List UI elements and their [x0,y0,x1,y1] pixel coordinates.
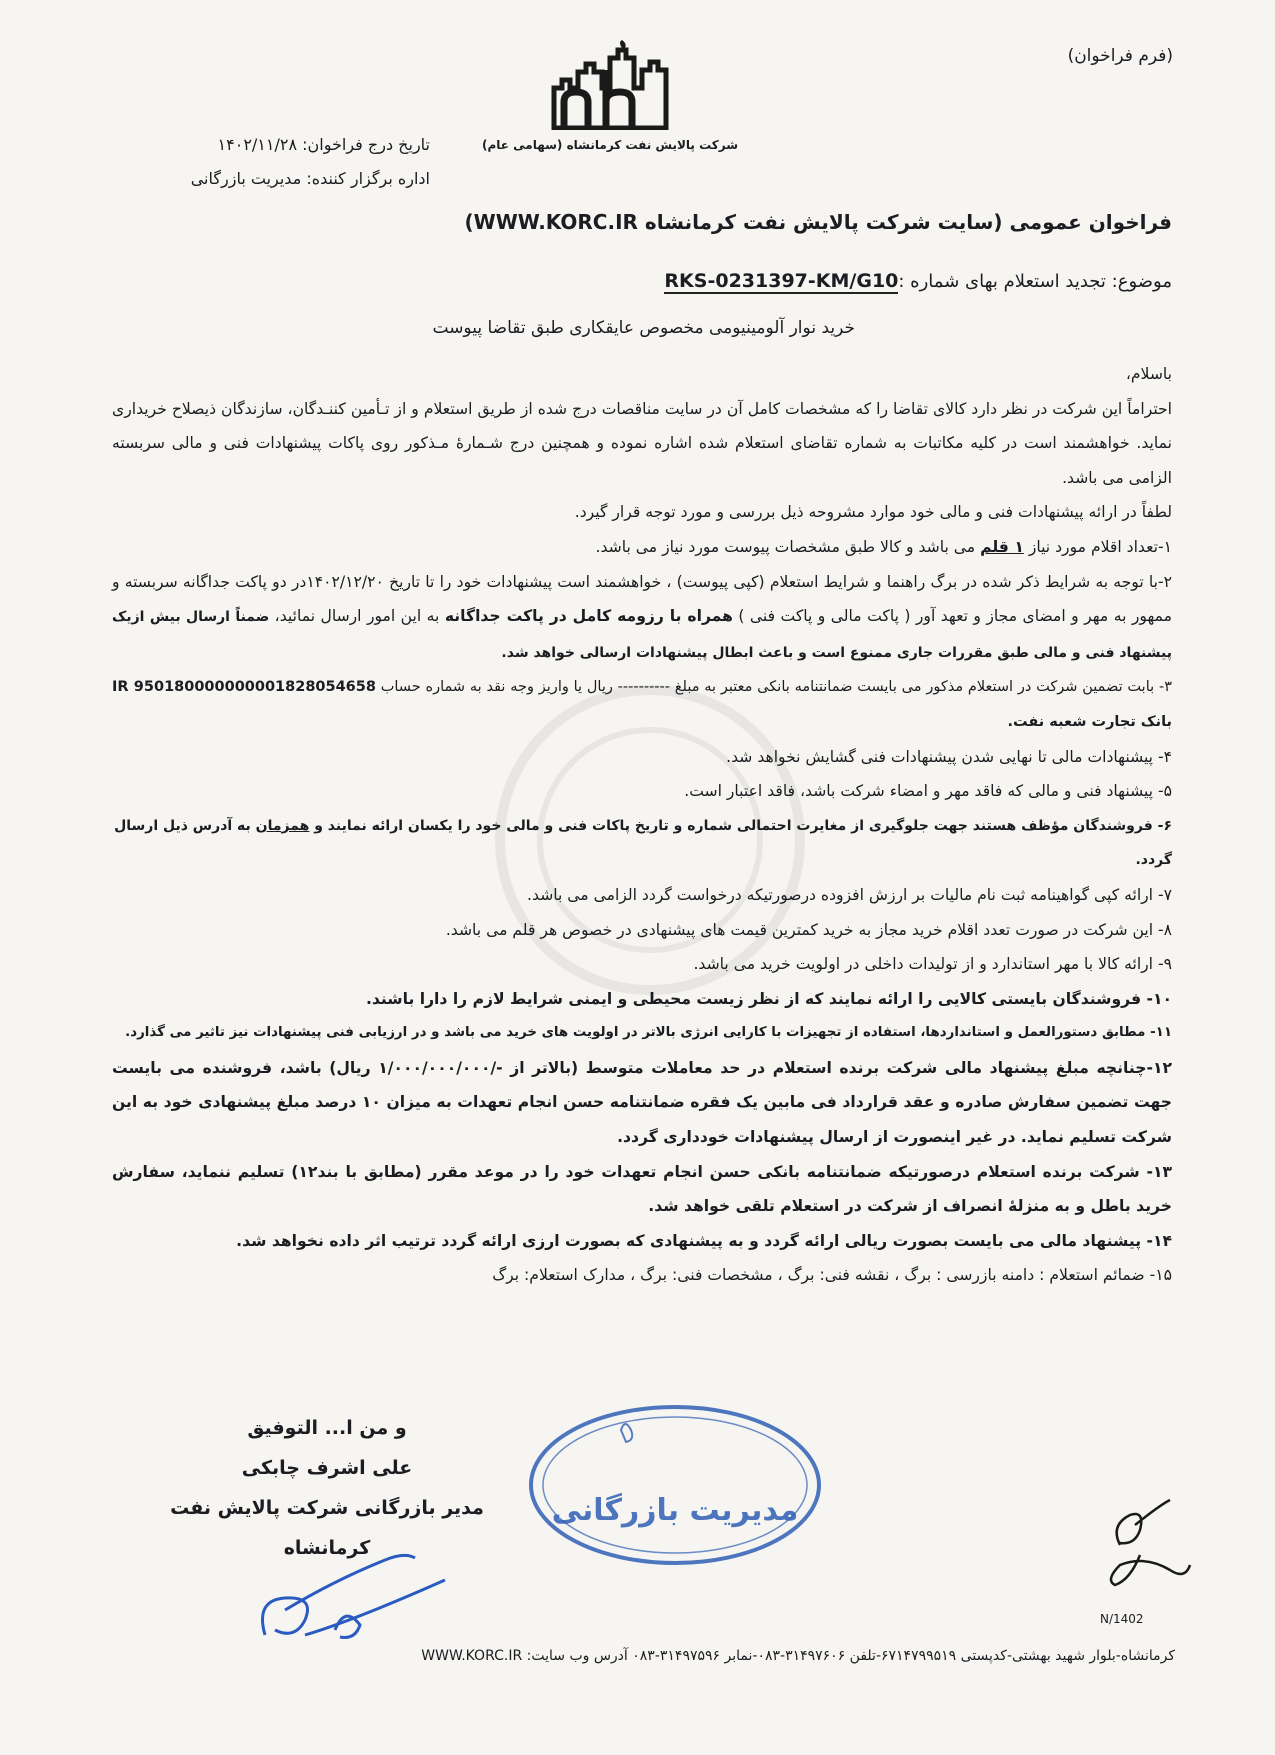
item-2-note: ضمناً ارسال بیش ازیک پیشنهاد فنی و مالی طبق مقررات جاری ممنوع است و باعث ابطال پیشنهادات ارسالی خواهد شد. [112,609,1172,661]
header-meta [100,128,430,196]
signature-icon [245,1540,465,1660]
company-caption: شرکت پالایش نفت کرمانشاه (سهامی عام) [481,138,739,152]
signatory-name: علی اشرف چابکی [241,1457,413,1479]
item-1-rest: می باشد و کالا طبق مشخصات پیوست مورد نیاز می باشد. [595,537,981,556]
subject-description: خرید نوار آلومینیومی مخصوص عایقکاری طبق تقاضا پیوست [432,318,855,338]
stamp-label: مدیریت بازرگانی [551,1493,799,1528]
item-6-simultaneous: همزمان [255,817,310,834]
inquiry-code: RKS-0231397-KM/G10 [664,270,899,292]
item-6-text: ۶- فروشندگان مؤظف هستند جهت جلوگیری از مغایرت احتمالی شماره و تاریخ پاکات فنی و مالی خود را یکسان ارائه نمایند و [309,817,1172,834]
item-2-text: ۲-با توجه به شرایط ذکر شده در برگ راهنما و شرایط استعلام (کپی پیوست) ، خواهشمند است پیشنهادات خود را تا تاریخ ۱۴۰۲/۱۲/۲۰در دو پاکت جداگانه سربسته و ممهور به مهر و امضای مجاز و تعهد آور ( پاکت مالی و پاکت فنی ) [112,572,1173,626]
item-7: ۷- ارائه کپی گواهینامه ثبت نام مالیات بر ارزش افزوده درصورتیکه درخواست گردد الزامی می باشد. [527,885,1172,904]
item-1-text: ۱-تعداد اقلام مورد نیاز [1023,537,1172,556]
item-11: ۱۱- مطابق دستورالعمل و استانداردها، استفاده از تجهیزات با کارایی انرژی بالاتر در اولویت های خرید می باشد و در ارزیابی فنی پیشنهادات نیز تاثیر می گذارد. [125,1025,1172,1041]
item-12: ۱۲-چنانچه مبلغ پیشنهاد مالی شرکت برنده استعلام در حد معاملات متوسط (بالاتر از -/۱/۰۰۰/۰۰۰/۰۰۰ ریال) باشد، فروشنده می بایست جهت تضمین سفارش صادره و عقد قرارداد فی مابین یک فقره ضمانتنامه حسن انجام تعهدات به میزان ۱۰ درصد مبلغ پیشنهادی خود به این شرکت تسلیم نماید. در غیر اینصورت از ارسال پیشنهادات خودداری گردد. [112,1058,1172,1147]
item-2-bold: همراه با رزومه کامل در پاکت جداگانه [444,607,733,626]
page-title: فراخوان عمومی (سایت شرکت پالایش نفت کرمانشاه WWW.KORC.IR) [464,210,1172,234]
organizer: اداره برگزار کننده: مدیریت بازرگانی [190,169,430,188]
item-3-text: ۳- بابت تضمین شرکت در استعلام مذکور می بایست ضمانتنامه بانکی معتبر به مبلغ ---------- ریال یا واریز وجه نقد به شماره حساب [375,679,1172,696]
official-stamp-icon [525,1400,825,1570]
signatory-position: مدیر بازرگانی شرکت پالایش نفت کرمانشاه [170,1497,484,1559]
item-1 [112,530,1172,565]
initials-signature-icon [1090,1485,1210,1595]
document-number: N/1402 [1100,1612,1144,1626]
item-4: ۴- پیشنهادات مالی تا نهایی شدن پیشنهادات فنی گشایش نخواهد شد. [726,747,1172,766]
item-6-rest: به آدرس ذیل ارسال گردد. [114,817,1172,869]
subject-line [664,270,1172,292]
item-13: ۱۳- شرکت برنده استعلام درصورتیکه ضمانتنامه بانکی حسن انجام تعهدات خود را در موعد مقرر (مطابق با بند۱۲) تسلیم ننماید، سفارش خرید باطل و به منزلهٔ انصراف از شرکت در استعلام تلقی خواهد شد. [112,1162,1172,1216]
company-logo-icon [548,40,672,130]
item-10: ۱۰- فروشندگان بایستی کالایی را ارائه نمایند که از نظر زیست محیطی و ایمنی شرایط لازم را دارا باشند. [365,989,1172,1008]
lead-paragraph: لطفاً در ارائه پیشنهادات فنی و مالی خود موارد مشروحه ذیل بررسی و مورد توجه قرار گیرد. [574,503,1172,522]
item-2-rest: به این امور ارسال نمائید، [269,607,445,626]
item-8: ۸- این شرکت در صورت تعدد اقلام خرید مجاز به خرید کمترین قیمت های پیشنهادی در خصوص هر قلم می باشد. [445,920,1172,939]
letter-body [112,357,1172,1293]
form-label: (فرم فراخوان) [1067,46,1173,66]
footer-address: کرمانشاه-بلوار شهید بهشتی-کدپستی ۶۷۱۴۷۹۹۵۱۹-تلفن ۳۱۴۹۷۶۰۶-۰۸۳-نمابر ۳۱۴۹۷۵۹۶-۰۸۳ آدرس وب سایت: WWW.KORC.IR [421,1648,1175,1664]
item-14: ۱۴- پیشنهاد مالی می بایست بصورت ریالی ارائه گردد و به پیشنهادی که بصورت ارزی ارائه گردد ترتیب اثر داده نخواهد شد. [236,1231,1172,1250]
item-15: ۱۵- ضمائم استعلام : دامنه بازرسی : برگ ، نقشه فنی: برگ ، مشخصات فنی: برگ ، مدارک استعلام: برگ [492,1266,1172,1285]
greeting: باسلام، [1125,365,1172,383]
publish-date: تاریخ درج فراخوان: ۱۴۰۲/۱۱/۲۸ [217,135,430,154]
item-3-account: IR 950180000000001828054658 بانک تجارت شعبه نفت. [112,679,1172,730]
intro-paragraph: احتراماً این شرکت در نظر دارد کالای تقاضا را که مشخصات کامل آن در سایت مناقصات درج شده از طریق استعلام و از تـأمین کننـدگان، سازندگان ذیصلاح خریداری نماید. خواهشمند است در کلیه مکاتبات به شماره تقاضای استعلام شده اشاره نموده و همچنین درج شـمارهٔ مـذکور روی پاکات پیشنهادات فنی و مالی سربسته الزامی می باشد. [112,399,1172,487]
subject-label: موضوع: تجدید استعلام بهای شماره : [898,271,1172,292]
item-9: ۹- ارائه کالا با مهر استاندارد و از تولیدات داخلی در اولویت خرید می باشد. [693,955,1172,974]
item-3 [112,670,1172,739]
item-1-quantity: ۱ قلم [980,537,1024,556]
item-2 [112,565,1172,671]
item-6 [112,809,1172,878]
closing-phrase: و من ا... التوفیق [247,1417,407,1439]
item-5: ۵- پیشنهاد فنی و مالی که فاقد مهر و امضاء شرکت باشد، فاقد اعتبار است. [684,782,1172,801]
